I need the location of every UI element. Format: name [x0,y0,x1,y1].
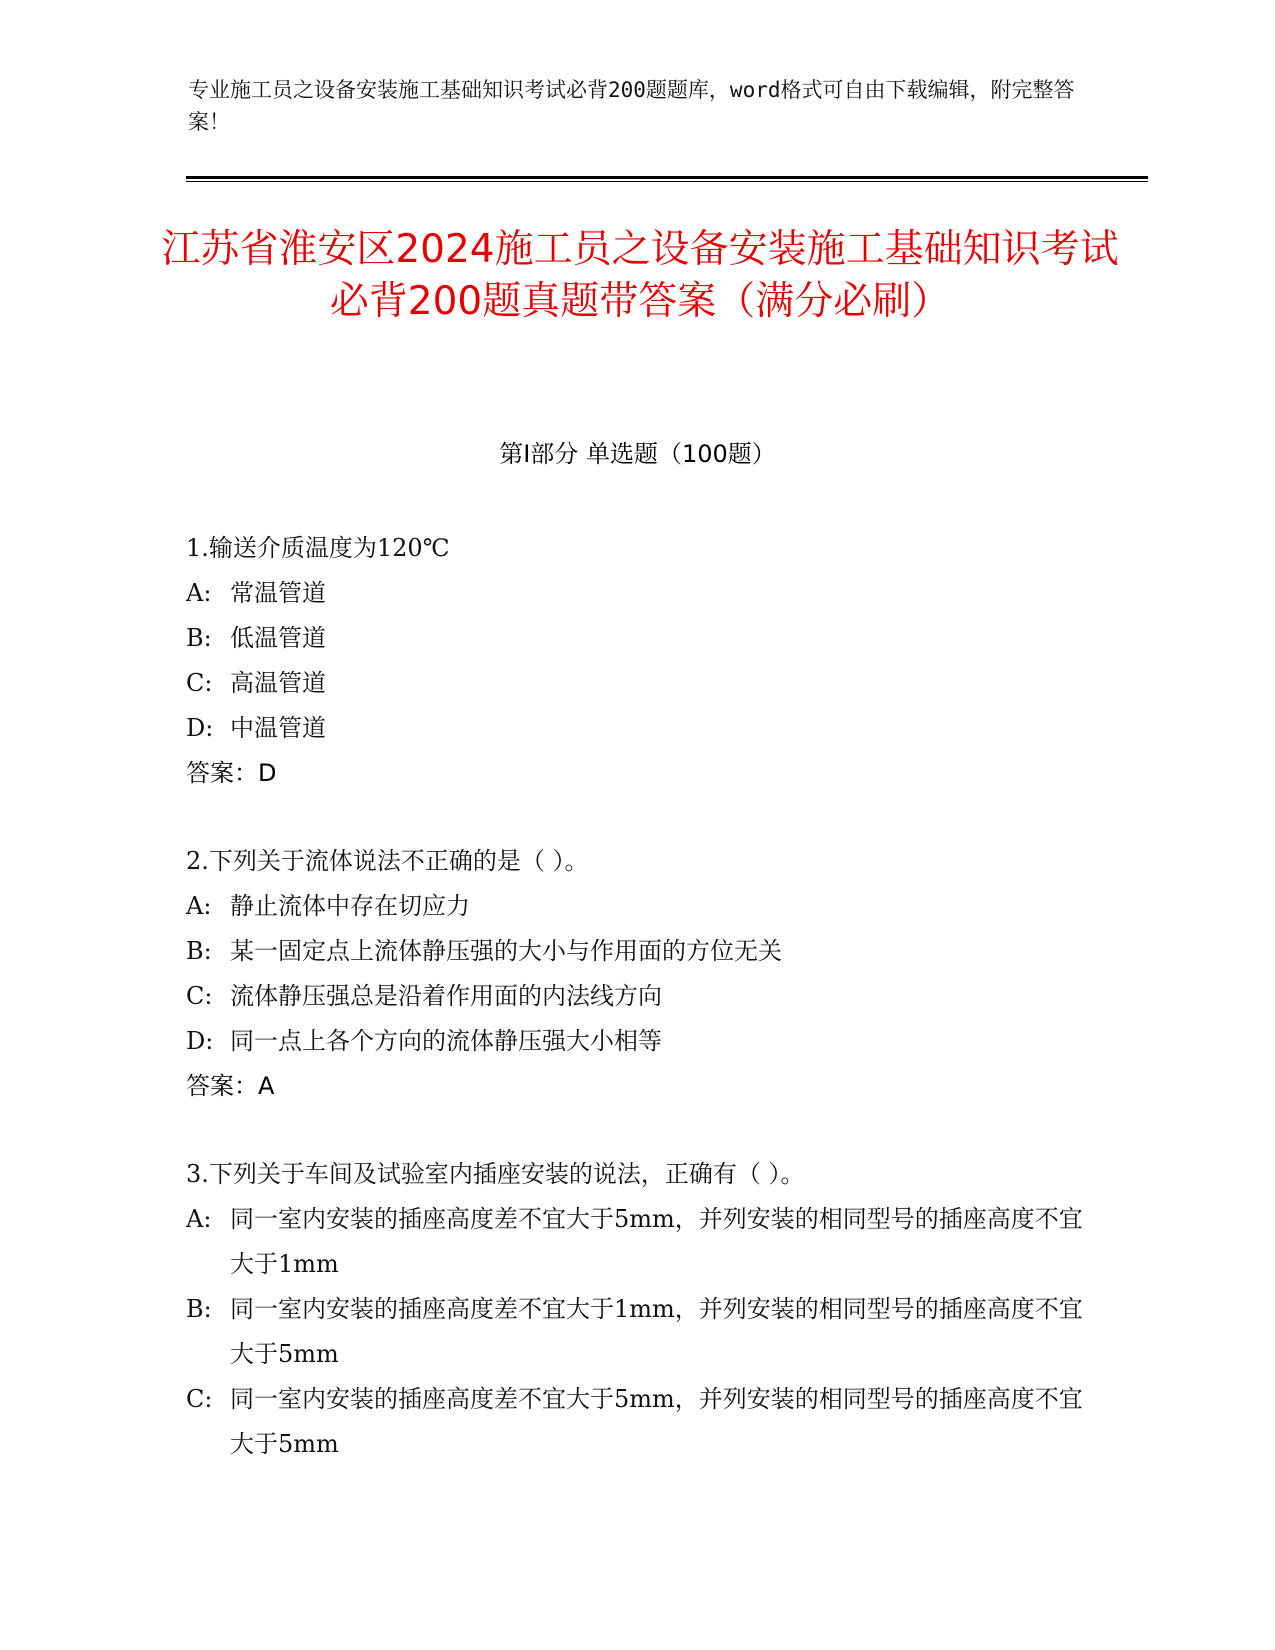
question-stem: 3.下列关于车间及试验室内插座安装的说法，正确有（ ）。 [186,1160,805,1188]
answer-label: 答案： [186,759,258,787]
option-text: 高温管道 [230,669,326,697]
option-key: C: [186,669,213,697]
option-b [186,1287,1086,1377]
question-list [186,526,1086,1510]
option-text: 流体静压强总是沿着作用面的内法线方向 [230,982,662,1010]
option-key: C: [186,982,213,1010]
option-key: D: [186,1027,214,1055]
header-note: 专业施工员之设备安装施工基础知识考试必背200题题库，word格式可自由下载编辑，附完整答案！ [188,78,1075,134]
option-c [186,1377,1086,1467]
option-text: 同一室内安装的插座高度差不宜大于5mm，并列安装的相同型号的插座高度不宜大于1mm [230,1205,1083,1278]
option-d [186,1019,1086,1064]
option-key: B: [186,937,212,965]
option-text: 某一固定点上流体静压强的大小与作用面的方位无关 [230,937,782,965]
option-text: 常温管道 [230,579,326,607]
header-rule-thick [186,176,1148,179]
option-key: A: [186,892,212,920]
option-text: 同一室内安装的插座高度差不宜大于5mm，并列安装的相同型号的插座高度不宜大于5mm [230,1385,1083,1458]
option-a [186,884,1086,929]
option-text: 静止流体中存在切应力 [230,892,470,920]
option-d [186,706,1086,751]
document-title: 江苏省淮安区2024施工员之设备安装施工基础知识考试必背200题真题带答案（满分必刷） [161,227,1119,324]
section-title: 第I部分 单选题（100题） [499,440,776,468]
option-text: 中温管道 [230,714,326,742]
option-b [186,929,1086,974]
answer-label: 答案： [186,1072,258,1100]
option-text: 同一点上各个方向的流体静压强大小相等 [230,1027,662,1055]
option-text: 同一室内安装的插座高度差不宜大于1mm，并列安装的相同型号的插座高度不宜大于5mm [230,1295,1083,1368]
answer-value: D [258,759,277,787]
option-text: 低温管道 [230,624,326,652]
option-key: A: [186,1205,212,1233]
option-b [186,616,1086,661]
header-rule-thin [186,181,1148,182]
question-stem: 1.输送介质温度为120℃ [186,534,450,562]
option-key: D: [186,714,214,742]
option-key: B: [186,1295,212,1323]
option-key: C: [186,1385,213,1413]
option-key: B: [186,624,212,652]
question-1 [186,526,1086,796]
option-a [186,1197,1086,1287]
answer-line [186,751,1086,796]
option-a [186,571,1086,616]
option-c [186,974,1086,1019]
option-key: A: [186,579,212,607]
answer-value: A [258,1072,275,1100]
question-3 [186,1152,1086,1467]
answer-line [186,1064,1086,1109]
question-stem: 2.下列关于流体说法不正确的是（ ）。 [186,847,589,875]
option-c [186,661,1086,706]
question-2 [186,839,1086,1109]
